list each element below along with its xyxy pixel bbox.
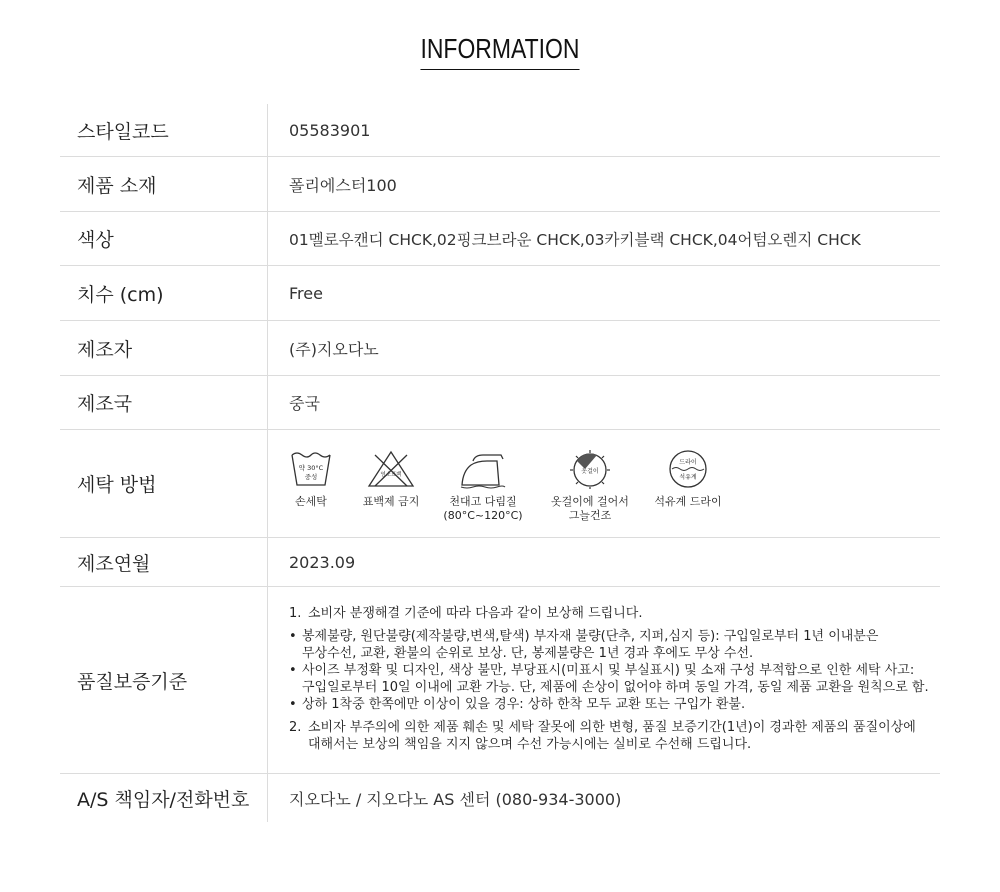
quality-item-2-line1: 소비자 부주의에 의한 제품 훼손 및 세탁 잘못에 의한 변형, 품질 보증기간(1년)이 경과한 제품의 품질이상에 [308, 720, 916, 735]
quality-bullet-1-line1: 봉제불량, 원단불량(제작불량,변색,탈색) 부자재 불량(단추, 지퍼,심지 등): 구입일로부터 1년 이내분은 [302, 629, 879, 644]
hand-wash-icon [289, 449, 333, 489]
row-size [60, 266, 940, 321]
dry-clean-icon [666, 449, 710, 489]
hand-wash-neutral: 중성 [304, 472, 318, 481]
dry-clean-label: 석유계 드라이 [654, 494, 722, 508]
label-style-code: 스타일코드 [60, 104, 268, 156]
quality-bullet-1 [289, 628, 940, 662]
quality-bullet-1-line2: 무상수선, 교환, 환불의 순위로 보상. 단, 봉제불량은 1년 경과 후에도 무상 수선. [302, 646, 754, 661]
no-bleach-label: 표백제 금지 [362, 494, 420, 508]
label-quality: 품질보증기준 [60, 587, 268, 773]
no-bleach-inner: 염소표백 [380, 471, 402, 478]
quality-item-2 [289, 719, 940, 753]
value-material: 폴리에스터100 [289, 175, 397, 195]
iron-temp: (80°C~120°C) [443, 508, 523, 522]
quality-bullet-3-line1: 상하 1착중 한쪽에만 이상이 있을 경우: 상하 한착 모두 교환 또는 구입가 환불. [302, 697, 746, 712]
row-wash [60, 430, 940, 538]
quality-item-1 [289, 605, 940, 622]
wash-item-hand [289, 449, 333, 509]
hang-dry-icon [567, 449, 613, 489]
wash-item-bleach [363, 449, 419, 509]
label-date: 제조연월 [60, 538, 268, 586]
quality-item-2-num: 2. [289, 720, 302, 735]
iron-icon [457, 449, 509, 489]
row-date [60, 538, 940, 587]
hang-dry-label: 옷걸이에 걸어서 [551, 494, 629, 508]
value-country: 중국 [289, 394, 320, 413]
hand-wash-temp: 약 30°C [298, 463, 324, 472]
info-table [60, 104, 940, 822]
hand-wash-label: 손세탁 [295, 494, 327, 508]
label-color: 색상 [60, 212, 268, 265]
row-country [60, 376, 940, 430]
value-as: 지오다노 / 지오다노 AS 센터 (080-934-3000) [289, 789, 622, 809]
hang-dry-sub: 그늘건조 [568, 508, 612, 522]
hang-dry-inner: 옷걸이 [581, 467, 599, 475]
wash-item-iron [445, 449, 521, 523]
value-size: Free [289, 283, 323, 303]
label-size: 치수 (cm) [60, 266, 268, 320]
wash-icons [289, 445, 723, 523]
row-as [60, 774, 940, 822]
label-country: 제조국 [60, 376, 268, 429]
wash-item-dryclean [653, 449, 723, 509]
value-quality [268, 587, 940, 773]
value-color: 01멜로우캔디 CHCK,02핑크브라운 CHCK,03카키블랙 CHCK,04어텀오렌지 CHCK [289, 230, 861, 249]
label-as: A/S 책임자/전화번호 [60, 774, 268, 822]
row-material [60, 157, 940, 212]
row-maker [60, 321, 940, 376]
label-maker: 제조자 [60, 321, 268, 375]
value-maker: (주)지오다노 [289, 339, 379, 359]
quality-bullet-1-mark: • [289, 629, 297, 644]
quality-item-1-text: 소비자 분쟁해결 기준에 따라 다음과 같이 보상해 드립니다. [308, 606, 643, 621]
row-style-code [60, 104, 940, 157]
iron-label: 천대고 다림질 [449, 494, 517, 508]
quality-bullet-2 [289, 662, 940, 696]
row-color [60, 212, 940, 266]
quality-bullet-2-line2: 구입일로부터 10일 이내에 교환 가능. 단, 제품에 손상이 없어야 하며 동일 가격, 동일 제품 교환을 원칙으로 함. [302, 680, 929, 695]
quality-item-1-num: 1. [289, 606, 302, 621]
page-title-wrap [0, 30, 1000, 70]
row-quality [60, 587, 940, 774]
wash-item-hang [551, 449, 629, 523]
value-wash [268, 430, 940, 537]
quality-bullet-3 [289, 696, 940, 713]
quality-bullet-3-mark: • [289, 697, 297, 712]
quality-item-2-line2: 대해서는 보상의 책임을 지지 않으며 수선 가능시에는 실비로 수선해 드립니다. [308, 737, 752, 752]
no-bleach-icon [365, 449, 417, 489]
page-title: INFORMATION [420, 30, 579, 70]
dry-clean-top: 드라이 [679, 458, 697, 466]
value-date: 2023.09 [289, 552, 356, 572]
quality-bullet-2-line1: 사이즈 부정확 및 디자인, 색상 불만, 부당표시(미표시 및 부실표시) 및 소재 구성 부적합으로 인한 세탁 사고: [302, 663, 915, 678]
label-material: 제품 소재 [60, 157, 268, 211]
quality-bullet-2-mark: • [289, 663, 297, 678]
dry-clean-bottom: 석유계 [679, 473, 697, 481]
value-style-code: 05583901 [289, 120, 371, 140]
label-wash: 세탁 방법 [60, 430, 268, 537]
